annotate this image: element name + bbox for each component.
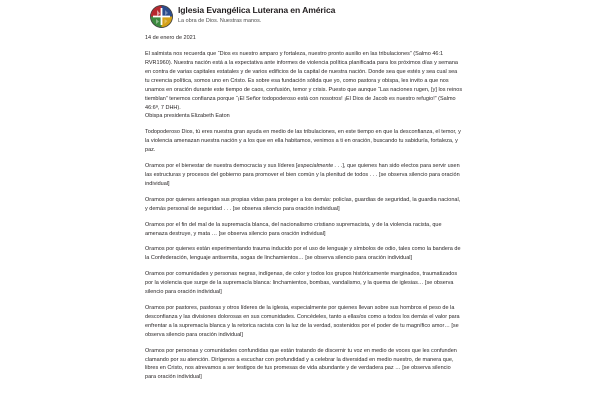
organization-tagline: La obra de Dios. Nuestras manos. [178,18,262,25]
prayer-paragraph [145,196,463,214]
signature-line: Obispa presidenta Elizabeth Eaton [145,113,230,120]
prayer-paragraph [145,128,463,155]
masthead [150,4,463,28]
prayer-text: Todopoderoso Dios, tú eres nuestra gran ayuda en medio de las tribulaciones, en este tiempo en que la desconfianza, el temor, y la violencia amenazan nuestra nación y a los que en ella habitamos, venimos a ti en oración, buscando tu sabiduría, fortaleza, y paz. [145,129,461,154]
prayer-emphasis: especialmente . . . [297,163,343,170]
prayer-paragraph [145,347,463,383]
prayer-text: Oramos por personas y comunidades confundidas que están tratando de discernir tu voz en medio de voces que les confunden clamando por su atención. Dirígenos a escuchar con profundidad y a celebrar la diversidad en medio nuestro, de manera que, libres en Cristo, nos atrevamos a ser testigos de tus promesas de vida abundante y de verdadera paz … [se observa silencio para oración individual] [145,347,457,381]
prayer-list [145,128,463,382]
prayer-text: Oramos por quienes arriesgan sus propias vidas para proteger a los demás: policías, guardias de seguridad, la guardia nacional, y demás personal de seguridad . . . [se observa silencio para oración individual] [145,196,461,212]
masthead-text [178,4,335,25]
document-date: 14 de enero de 2021 [145,35,196,41]
prayer-text: Oramos por quienes están experimentando trauma inducido por el uso de lenguaje y símbolos de odio, tales como la bandera de la Confederación, lenguaje antisemita, sogas de linchamientos… [se observa silencio para oración individual] [145,246,461,262]
document-content [145,4,463,389]
prayer-paragraph [145,304,463,340]
prayer-paragraph [145,245,463,263]
prayer-text: Oramos por el bienestar de nuestra democracia y sus líderes [ [145,163,298,170]
elca-quadrant-cross-logo-icon [150,5,173,28]
prayer-paragraph [145,162,463,189]
intro-paragraphs [145,50,463,112]
prayer-text: ], que quienes han sido electos para servir usen las estructuras y procesos del gobierno para promover el bien común y la plenitud de todos . . . [se observa silencio para oración individual] [145,163,460,187]
intro-paragraph: El salmista nos recuerda que “Dios es nuestro amparo y fortaleza, nuestro pronto auxilio en las tribulaciones” (Salmo 46:1 RVR1960). Nuestra nación está a la expectativa ante informes de violencia política planificada para los próximos días y semana en contra de varias capitales estatales y de varios edificios de la capital de nuestra nación. Donde sea que estés y sea cual sea tu creencia política, somos uno en Cristo. Es sobre esa fundación sólida que yo, como pastora y obispa, les invito a que nos unamos en oración durante este tiempo de caos, confusión, temor y crisis. Puesto que aunque “Las naciones rugen, [y] los reinos tiemblan” tenemos confianza porque “¡El Señor todopoderoso está con nosotros! ¡El Dios de Jacob es nuestro refugio!” (Salmo 46:6ª, 7 DHH). [145,51,463,111]
prayer-paragraph [145,270,463,297]
organization-name: Iglesia Evangélica Luterana en América [178,5,336,15]
prayer-text: Oramos por pastores, pastoras y otros líderes de la iglesia, especialmente por quienes llevan sobre sus hombros el peso de la desconfianza y las divisiones dolorosas en sus comunidades. Concédeles, tanto a ellas/os como a todos los demás el valor para enfrentar a la supremacía blanca y la retorica racista con la luz de la verdad, sostenidos por el poder de tu magnífico amor… [se observa silencio para oración individual] [145,304,460,338]
prayer-text: Oramos por comunidades y personas negras, indígenas, de color y todos los grupos históricamente marginados, traumatizados por la violencia que surge de la supremacía blanca: linchamientos, bombas, vandalismo, y la quema de iglesias… [se observa silencio para oración individual] [145,271,458,296]
prayer-text: Oramos por el fin del mal de la supremacía blanca, del nacionalismo cristiano supremacista, y de la violencia racista, que amenaza destruye, y mata … [se observa silencio para oración individual] [145,221,442,237]
prayer-paragraph [145,221,463,239]
